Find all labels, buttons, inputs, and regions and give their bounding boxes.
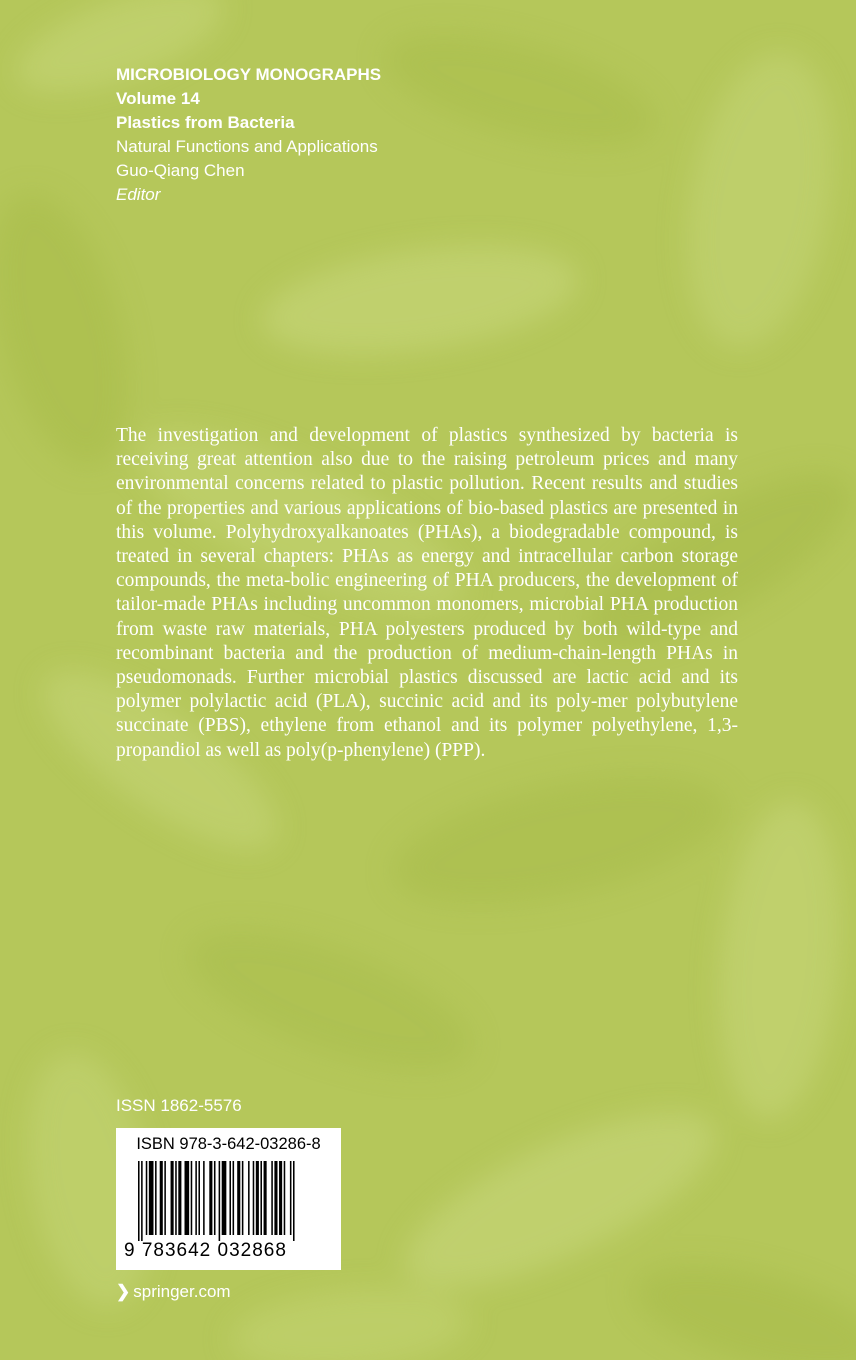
isbn-label: ISBN 978-3-642-03286-8	[136, 1135, 321, 1153]
barcode-bar	[171, 1161, 174, 1235]
barcode-bar	[233, 1161, 235, 1235]
barcode-bar	[279, 1161, 282, 1235]
barcode-bar	[141, 1161, 143, 1241]
book-subtitle: Natural Functions and Applications	[116, 137, 378, 156]
barcode-bar	[175, 1161, 177, 1235]
barcode-bar	[242, 1161, 244, 1235]
barcode-bar	[290, 1161, 292, 1235]
barcode-bar	[155, 1161, 157, 1235]
barcode-bar	[195, 1161, 197, 1235]
publisher-url: springer.com	[133, 1282, 231, 1301]
series-info	[116, 63, 381, 207]
issn-label: ISSN 1862-5576	[116, 1096, 242, 1115]
barcode-bar	[214, 1161, 216, 1235]
barcode-bar	[256, 1161, 259, 1235]
book-title: Plastics from Bacteria	[116, 113, 295, 132]
barcode-bar	[178, 1161, 181, 1235]
barcode-bar	[209, 1161, 212, 1235]
barcode-bar	[260, 1161, 262, 1235]
barcode-bar	[160, 1161, 163, 1235]
barcode-bar	[284, 1161, 286, 1235]
barcode-bar	[146, 1161, 148, 1235]
chevron-right-icon: ❯	[116, 1282, 131, 1301]
barcode-bar	[219, 1161, 221, 1241]
volume-number: Volume 14	[116, 89, 200, 108]
barcode-bar	[149, 1161, 154, 1235]
barcode-bar	[203, 1161, 205, 1235]
barcode-digits: 9 783642 032868	[124, 1240, 287, 1261]
book-description: The investigation and development of plastics synthesized by bacteria is receiving great attention also due to the raising petroleum prices and many environmental concerns related to plastic pollution. Recent results and studies of the properties and various applications of bio-based plastics are presented in this volume. Polyhydroxyalkanoates (PHAs), a biodegradable compound, is treated in several chapters: PHAs as energy and intracellular carbon storage compounds, the meta-bolic engineering of PHA producers, the development of tailor-made PHAs including uncommon monomers, microbial PHA production from waste raw materials, PHA polyesters produced by both wild-type and recombinant bacteria and the production of medium-chain-length PHAs in pseudomonads. Further microbial plastics discussed are lactic acid and its polymer polylactic acid (PLA), succinic acid and its poly-mer polybutylene succinate (PBS), ethylene from ethanol and its polymer polyethylene, 1,3-propandiol as well as poly(p-phenylene) (PPP).	[116, 425, 738, 761]
barcode-bar	[248, 1161, 250, 1235]
isbn-barcode-block	[116, 1128, 341, 1270]
barcode-bar	[229, 1161, 231, 1235]
barcode-bar	[191, 1161, 193, 1235]
editor-role: Editor	[116, 185, 161, 204]
barcode-image	[138, 1161, 326, 1241]
barcode-bar	[274, 1161, 277, 1235]
barcode-bar	[164, 1161, 166, 1235]
barcode-bar	[185, 1161, 190, 1235]
barcode-bar	[237, 1161, 240, 1235]
barcode-bar	[264, 1161, 267, 1235]
barcode-bar	[138, 1161, 140, 1241]
barcode-bar	[198, 1161, 200, 1235]
series-name: MICROBIOLOGY MONOGRAPHS	[116, 65, 382, 84]
barcode-bar	[253, 1161, 255, 1235]
publisher-link[interactable]	[116, 1282, 231, 1302]
barcode-bar	[222, 1161, 227, 1235]
barcode-bar	[271, 1161, 273, 1235]
barcode-bar	[293, 1161, 295, 1241]
editor-name: Guo-Qiang Chen	[116, 161, 245, 180]
